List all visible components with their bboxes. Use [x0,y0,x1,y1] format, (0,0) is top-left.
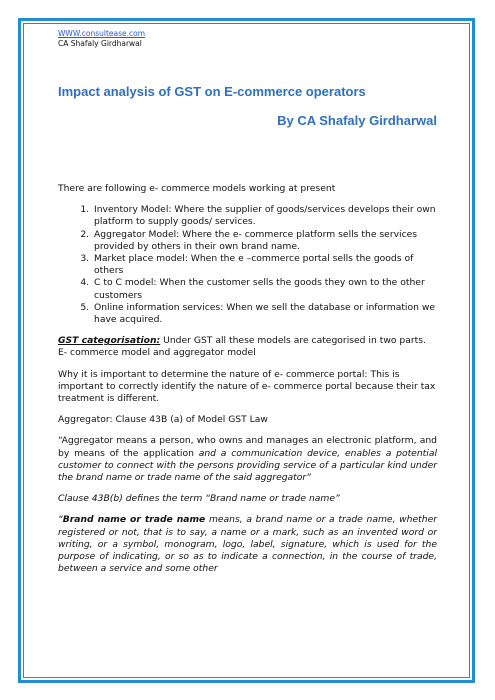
brand-quote: “ [58,514,63,526]
brand-definition [58,514,437,575]
brand-term: Brand name or trade name [62,514,206,526]
models-list [58,204,437,326]
document-body [58,183,437,584]
header-subtitle: CA Shafaly Girdharwal [58,39,142,48]
categorisation-paragraph [58,335,437,359]
document-author: By CA Shafaly Girdharwal [277,113,437,128]
definition-normal: “Aggregator means a person, who owns and manages an electronic platform, and by means of the application [58,435,437,459]
website-link[interactable]: WWW.consultease.com [58,29,146,38]
intro-paragraph: There are following e- commerce models working at present [58,183,336,194]
list-item: 3. Market place model: When the e –commerce portal sells the goods of others [92,253,437,277]
document-title: Impact analysis of GST on E-commerce operators [58,84,366,99]
list-item: 2. Aggregator Model: Where the e- commerce platform sells the services provided by others in their own brand name. [92,229,437,253]
clause-b-paragraph: Clause 43B(b) defines the term “Brand name or trade name” [58,493,340,505]
categorisation-label: GST categorisation: [58,335,161,347]
definition-italic: and a communication device, enables a potential customer to connect with the persons providing service of a particular kind under the brand name or trade name of the said aggregator” [58,447,437,484]
importance-paragraph: Why it is important to determine the nature of e- commerce portal: This is important to correctly identify the nature of e- commerce portal because their tax treatment is different. [58,368,436,405]
brand-text: means, a brand name or a trade name, whether registered or not, that is to say, a name or a mark, such as an invented word or writing, or a symbol, monogram, logo, label, signature, which is used for the purpose of indicating, or so as to indicate a connection, in the course of trade, between a service and some other [58,514,437,575]
list-item: 1. Inventory Model: Where the supplier of goods/services develops their own platform to supply goods/ services. [92,204,437,228]
aggregator-definition [58,435,437,484]
page-header [58,29,145,49]
categorisation-text: Under GST all these models are categorised in two parts. E- commerce model and aggregator model [58,335,426,359]
aggregator-heading: Aggregator: Clause 43B (a) of Model GST Law [58,414,268,426]
list-item: 4. C to C model: When the customer sells the goods they own to the other customers [92,277,437,301]
list-item: 5. Online information services: When we sell the database or information we have acquired. [92,302,437,326]
